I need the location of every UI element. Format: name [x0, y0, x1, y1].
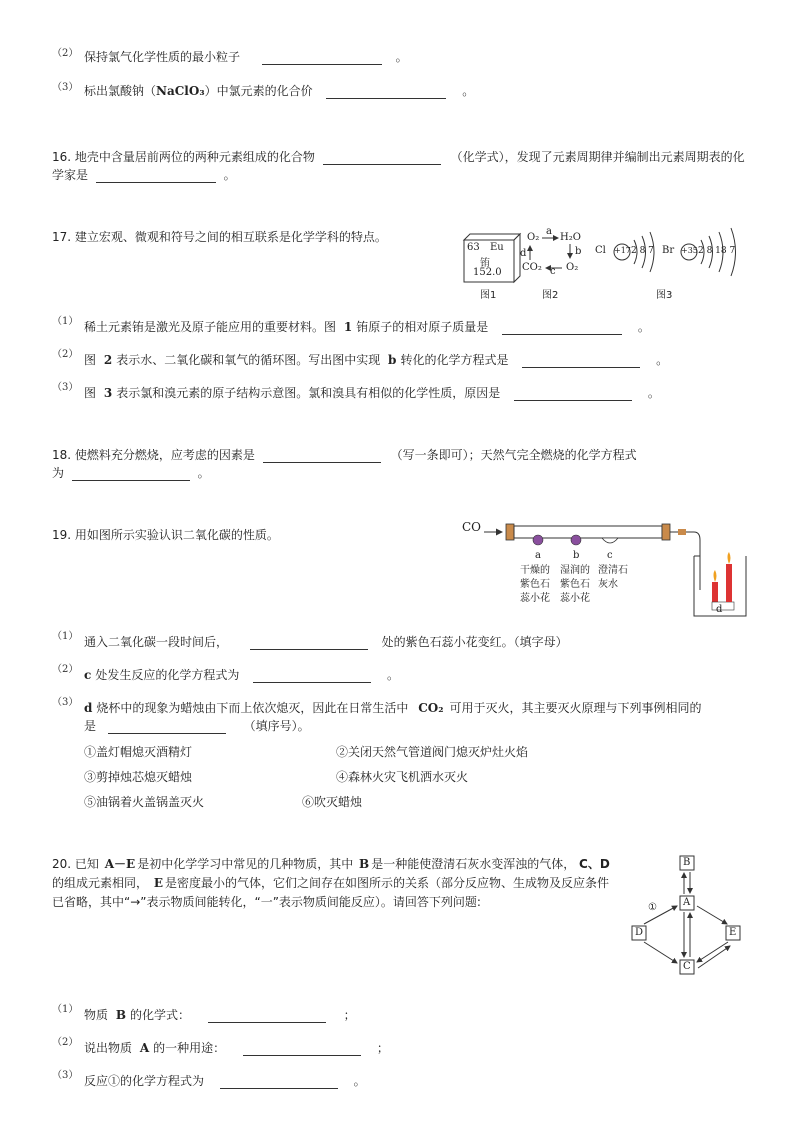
q19-option-2: ②关闭天然气管道阀门熄灭炉灶火焰	[336, 745, 529, 759]
q15-p2-text: 保持氯气化学性质的最小粒子	[84, 50, 241, 64]
q19-c-label-1: 澄清石	[598, 565, 628, 576]
q20-line3: 已省略，其中“→”表示物质间能转化，“一”表示物质间能反应）。请回答下列问题:	[52, 895, 481, 909]
eu-atomic-number: 63	[467, 242, 480, 253]
q19-p2-number: （2）	[52, 664, 79, 675]
q17-p1-fig: 1	[343, 320, 353, 334]
fig2-o2-bottom: O₂	[566, 262, 579, 273]
q19-p1-number: （1）	[52, 631, 79, 642]
q19-p3-formula: CO₂	[418, 701, 444, 715]
q18-line1	[52, 446, 637, 463]
q19-p3-number: （3）	[52, 697, 79, 708]
q19-p2-line	[84, 666, 399, 683]
q20-p3-answer-blank[interactable]	[220, 1076, 338, 1089]
q19-option-4: ④森林火灾飞机洒水灭火	[336, 770, 469, 784]
q18-line2	[52, 464, 210, 481]
q19-p3-text-b: 可用于灭火，其主要灭火原理与下列事例相同的	[449, 701, 702, 715]
eu-symbol: Eu	[490, 242, 504, 253]
br-shells: 2 8 18 7	[698, 246, 736, 256]
cl-nucleus: +17	[614, 246, 631, 255]
q16-answer-blank-2[interactable]	[96, 170, 216, 183]
eu-name: 铕	[480, 258, 490, 269]
q20-p1-end: ；	[343, 1008, 356, 1022]
q19-p2-end: 。	[386, 668, 399, 682]
q19-c-label-2: 灰水	[598, 579, 618, 590]
fig2-o2-top: O₂	[527, 232, 540, 243]
q18-line1-b: （写一条即可）；天然气完全燃烧的化学方程式	[390, 448, 637, 462]
q20-cd: C、D	[579, 857, 610, 871]
q20-p3-number: （3）	[52, 1070, 79, 1081]
q19-a-label-1: 干燥的	[520, 565, 550, 576]
q19-p1-answer-blank[interactable]	[250, 637, 368, 650]
fig2-arrow-c: c	[550, 266, 556, 277]
q17-p3-text-b: 表示氯和溴元素的原子结构示意图。氯和溴具有相似的化学性质，原因是	[116, 386, 501, 400]
q20-node-c: C	[683, 961, 691, 972]
q20-p2-number: （2）	[52, 1037, 79, 1048]
q19-p1-line	[84, 633, 568, 650]
q19-option-6: ⑥吹灭蜡烛	[302, 795, 363, 809]
q17-p1-text-a: 稀土元素铕是激光及原子能应用的重要材料。图	[84, 320, 337, 334]
q17-p2-end: 。	[656, 353, 669, 367]
q16-answer-blank-1[interactable]	[323, 152, 441, 165]
q19-b-label	[560, 564, 590, 606]
q17-fig3-caption: 图3	[656, 290, 673, 301]
q20-p3-end: 。	[353, 1074, 366, 1088]
q19-p3-line1	[84, 699, 702, 716]
q20-node-a: A	[683, 897, 691, 908]
q17-stem: 17. 建立宏观、微观和符号之间的相互联系是化学学科的特点。	[52, 230, 387, 244]
q19-option-5: ⑤油锅着火盖锅盖灭火	[84, 795, 205, 809]
q19-p3-line2-b: （填序号）。	[243, 719, 310, 733]
q16-line2	[52, 166, 236, 183]
q17-p3-text-a: 图	[84, 386, 97, 400]
q19-p1-text-b: 处的紫色石蕊小花变红。（填字母）	[381, 635, 568, 649]
q20-line2-b: 是密度最小的气体，它们之间存在如图所示的关系（部分反应物、生成物及反应条件	[165, 876, 610, 890]
q20-p1-letter: B	[115, 1008, 126, 1022]
q16-line2-a: 学家是	[52, 168, 89, 182]
q19-b-label-3: 蕊小花	[560, 593, 590, 604]
q17-fig1-element-tile	[460, 232, 518, 280]
q19-c-label	[598, 564, 628, 592]
q17-p3-number: （3）	[52, 382, 79, 393]
q15-p3-text-a: 标出氯酸钠（	[84, 84, 157, 98]
q20-line2	[52, 874, 609, 891]
q19-p3-text-a: 烧杯中的现象为蜡烛由下而上依次熄灭，因此在日常生活中	[96, 701, 409, 715]
q19-p3-line2-a: 是	[84, 719, 97, 733]
q20-node-d: D	[635, 927, 644, 938]
q15-p3-text-b: ）中氯元素的化合价	[204, 84, 313, 98]
q15-p3-end: 。	[462, 84, 475, 98]
q19-p2-letter: c	[84, 668, 92, 682]
q17-p2-number: （2）	[52, 349, 79, 360]
q20-line2-a: 的组成元素相同，	[52, 876, 149, 890]
q17-p2-letter: b	[388, 353, 397, 367]
q16-line1-b: （化学式），发现了元素周期律并编制出元素周期表的化	[450, 150, 745, 164]
q18-line2-a: 为	[52, 466, 65, 480]
fig2-arrow-d: d	[520, 248, 527, 259]
q20-p2-letter: A	[139, 1041, 150, 1055]
q17-fig1-caption: 图1	[480, 290, 497, 301]
q20-p2-answer-blank[interactable]	[243, 1043, 361, 1056]
cl-shells: 2 8 7	[631, 246, 654, 256]
q20-p1-number: （1）	[52, 1004, 79, 1015]
q18-line2-end: 。	[197, 466, 210, 480]
q15-p2-number: （2）	[52, 48, 79, 59]
q19-p3-letter: d	[84, 701, 93, 715]
q18-answer-blank-2[interactable]	[72, 468, 190, 481]
q19-p1-text-a: 通入二氧化碳一段时间后，	[84, 635, 229, 649]
q19-p3-line2	[84, 717, 310, 734]
q19-option-3: ③剪掉烛芯熄灭蜡烛	[84, 770, 193, 784]
q19-d-letter: d	[716, 604, 723, 615]
q19-b-label-1: 湿润的	[560, 565, 590, 576]
eu-mass: 152.0	[473, 267, 502, 278]
q17-p2-line	[84, 351, 668, 368]
q16-line2-end: 。	[223, 168, 236, 182]
q19-p3-answer-blank[interactable]	[108, 721, 226, 734]
q18-answer-blank-1[interactable]	[263, 450, 381, 463]
q17-p1-line	[84, 318, 650, 335]
q15-p3-line	[84, 82, 474, 99]
q20-line1-b: 是初中化学学习中常见的几种物质，其中	[137, 857, 354, 871]
q17-fig3-atoms	[592, 226, 752, 282]
q15-p3-formula: NaClO₃	[156, 84, 205, 98]
q17-p1-answer-blank[interactable]	[502, 322, 622, 335]
q20-relation-diagram	[624, 850, 748, 980]
q17-p2-fig: 2	[103, 353, 113, 367]
q20-reaction-mark: ①	[648, 902, 657, 913]
q20-p2-line	[84, 1039, 389, 1056]
q20-p1-answer-blank[interactable]	[208, 1010, 326, 1023]
q19-b-label-2: 紫色石	[560, 579, 590, 590]
q20-p3-text: 反应①的化学方程式为	[84, 1074, 205, 1088]
q20-p1-text-b: 的化学式：	[130, 1008, 191, 1022]
q19-co-label: CO	[462, 520, 482, 534]
q16-line1-a: 16. 地壳中含量居前两位的两种元素组成的化合物	[52, 150, 315, 164]
fig2-h2o: H₂O	[560, 232, 581, 243]
q19-apparatus	[460, 516, 760, 620]
q19-b-letter: b	[573, 550, 580, 561]
q20-line1-c: 是一种能使澄清石灰水变浑浊的气体，	[371, 857, 576, 871]
cl-symbol: Cl	[595, 245, 606, 256]
q20-ae: A－E	[104, 857, 136, 871]
q20-p2-end: ；	[376, 1041, 389, 1055]
q17-p3-answer-blank[interactable]	[514, 388, 632, 401]
q19-c-letter: c	[607, 550, 613, 561]
q19-p2-text: 处发生反应的化学方程式为	[95, 668, 240, 682]
q19-a-label-3: 蕊小花	[520, 593, 550, 604]
q20-p2-text-b: 的一种用途：	[153, 1041, 226, 1055]
br-symbol: Br	[662, 245, 675, 256]
q15-p2-answer-blank[interactable]	[262, 52, 382, 65]
q19-a-label	[520, 564, 550, 606]
fig2-arrow-b: b	[575, 246, 582, 257]
q20-p3-line	[84, 1072, 366, 1089]
q20-line1	[52, 855, 610, 872]
q19-option-1: ①盖灯帽熄灭酒精灯	[84, 745, 193, 759]
q20-p1-line	[84, 1006, 356, 1023]
q17-p1-end: 。	[637, 320, 650, 334]
q20-p1-text-a: 物质	[84, 1008, 109, 1022]
q17-p3-end: 。	[647, 386, 660, 400]
q20-p2-text-a: 说出物质	[84, 1041, 133, 1055]
q19-stem: 19. 用如图所示实验认识二氧化碳的性质。	[52, 528, 279, 542]
q17-p3-fig: 3	[103, 386, 113, 400]
q20-line1-a: 20. 已知	[52, 857, 99, 871]
q17-p1-number: （1）	[52, 316, 79, 327]
fig2-co2: CO₂	[522, 262, 542, 273]
q19-a-label-2: 紫色石	[520, 579, 550, 590]
br-nucleus: +35	[681, 246, 698, 255]
q19-a-letter: a	[535, 550, 541, 561]
q17-p3-line	[84, 384, 660, 401]
q15-p2-line	[84, 48, 408, 65]
q15-p2-end: 。	[395, 50, 408, 64]
q20-b: B	[359, 857, 370, 871]
q17-fig2-cycle	[520, 228, 590, 278]
q20-node-e: E	[729, 927, 737, 938]
q17-fig2-caption: 图2	[542, 290, 559, 301]
q16-line1	[52, 148, 745, 165]
q17-p2-text-b: 表示水、二氧化碳和氧气的循环图。写出图中实现	[116, 353, 381, 367]
q20-node-b: B	[683, 857, 691, 868]
q17-p2-text-c: 转化的化学方程式是	[400, 353, 509, 367]
q18-line1-a: 18. 使燃料充分燃烧，应考虑的因素是	[52, 448, 255, 462]
q17-p2-answer-blank[interactable]	[522, 355, 640, 368]
q15-p3-answer-blank[interactable]	[326, 86, 446, 99]
q15-p3-number: （3）	[52, 82, 79, 93]
q17-p2-text-a: 图	[84, 353, 97, 367]
q17-p1-text-b: 铕原子的相对原子质量是	[356, 320, 489, 334]
q20-e: E	[153, 876, 163, 890]
fig2-arrow-a: a	[546, 226, 552, 237]
q19-p2-answer-blank[interactable]	[253, 670, 371, 683]
